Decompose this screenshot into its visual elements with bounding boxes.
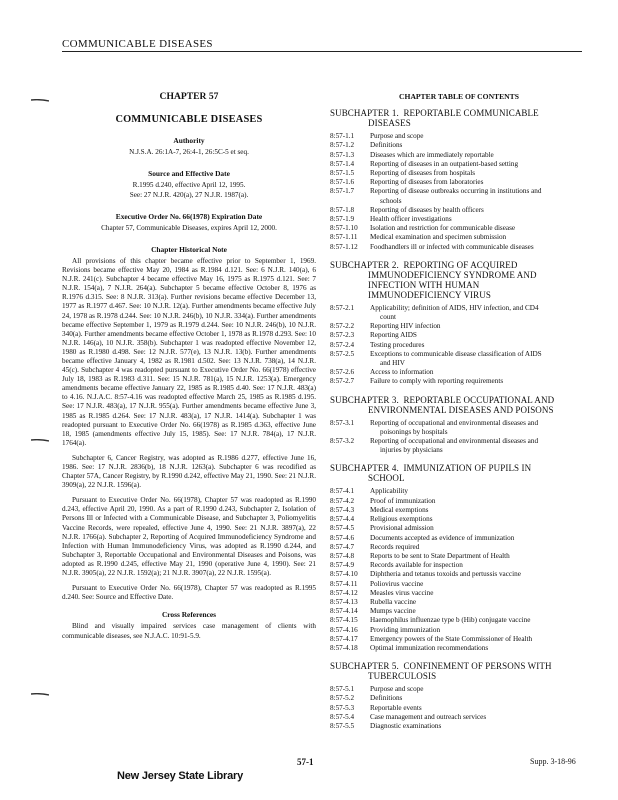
toc-entry — [330, 561, 588, 570]
source-text — [62, 181, 316, 199]
section-title-text: Reportable events — [370, 703, 422, 712]
executive-order-heading: Executive Order No. 66(1978) Expiration Date — [115, 211, 263, 221]
binder-mark-icon — [31, 99, 49, 102]
page-number: 57-1 — [297, 757, 314, 767]
section-title — [370, 685, 588, 694]
subchapter-title: REPORTABLE OCCUPATIONAL AND — [403, 394, 555, 405]
section-number: 8:57-1.4 — [330, 159, 355, 168]
subchapter-title-line: ENVIRONMENTAL DISEASES AND POISONS — [368, 404, 554, 415]
toc-entry — [330, 224, 588, 233]
subchapter-title-line: DISEASES — [368, 118, 411, 129]
section-number: 8:57-5.5 — [330, 721, 355, 730]
toc-entry — [330, 341, 588, 350]
header-rule — [62, 51, 582, 52]
section-number: 8:57-1.5 — [330, 169, 355, 178]
toc-entry — [330, 598, 588, 607]
section-title-text: Haemophilus influenzae type b (Hib) conjugate vaccine — [370, 616, 531, 625]
section-title — [370, 331, 588, 340]
subchapter-heading — [330, 260, 588, 300]
section-number: 8:57-4.13 — [330, 597, 358, 606]
section-title-text: Documents accepted as evidence of immunization — [370, 533, 515, 542]
section-title-text: Diagnostic examinations — [370, 721, 442, 730]
table-of-contents — [330, 92, 588, 739]
section-title — [370, 713, 588, 722]
section-list — [330, 304, 588, 387]
executive-order-text — [62, 224, 316, 233]
toc-entry — [330, 570, 588, 579]
section-number: 8:57-4.1 — [330, 487, 355, 496]
section-title — [370, 215, 588, 224]
section-number: 8:57-5.4 — [330, 712, 355, 721]
toc-entry — [330, 132, 588, 141]
toc-entry — [330, 580, 588, 589]
section-title-continuation: count — [380, 313, 396, 322]
toc-entry — [330, 543, 588, 552]
history-heading: Chapter Historical Note — [151, 244, 227, 254]
toc-entry — [330, 616, 588, 625]
section-number: 8:57-1.2 — [330, 141, 355, 150]
executive-order-line: Chapter 57, Communicable Diseases, expires April 12, 2000. — [101, 223, 277, 232]
toc-entry — [330, 704, 588, 713]
toc-entry — [330, 141, 588, 150]
section-list — [330, 419, 588, 456]
section-title — [370, 224, 588, 233]
section-title-text: Poliovirus vaccine — [370, 579, 424, 588]
section-title-text: Foodhandlers ill or infected with communicable diseases — [370, 242, 534, 251]
section-title-text: Definitions — [370, 694, 403, 703]
authority-citation: N.J.S.A. 26:1A-7, 26:4-1, 26:5C-5 et seq. — [129, 148, 249, 157]
toc-entry — [330, 694, 588, 703]
section-title-text: Emergency powers of the State Commissioner of Health — [370, 634, 533, 643]
section-number: 8:57-1.9 — [330, 215, 355, 224]
toc-entry — [330, 160, 588, 169]
subchapter-heading — [330, 463, 588, 483]
toc-entry — [330, 350, 588, 368]
toc-entry — [330, 215, 588, 224]
section-title — [370, 341, 588, 350]
section-number: 8:57-3.1 — [330, 418, 355, 427]
section-number: 8:57-2.6 — [330, 368, 355, 377]
section-number: 8:57-4.7 — [330, 542, 355, 551]
section-title-text: Purpose and scope — [370, 685, 424, 694]
section-title — [370, 206, 588, 215]
section-title — [370, 141, 588, 150]
section-title — [370, 169, 588, 178]
supplement-date: Supp. 3-18-96 — [530, 757, 576, 766]
section-title — [370, 722, 588, 731]
subchapter-title: REPORTING OF ACQUIRED — [403, 259, 518, 270]
toc-heading: CHAPTER TABLE OF CONTENTS — [399, 92, 519, 101]
section-title — [370, 644, 588, 653]
section-title-text: Reporting of diseases from laboratories — [370, 178, 484, 187]
section-number: 8:57-1.7 — [330, 187, 355, 196]
source-line: See: 27 N.J.R. 420(a), 27 N.J.R. 1987(a). — [129, 190, 249, 199]
source-line: R.1995 d.240, effective April 12, 1995. — [132, 181, 246, 190]
section-title-text: Applicability — [370, 487, 408, 496]
subchapter-label: SUBCHAPTER 2. — [330, 259, 399, 270]
section-number: 8:57-1.1 — [330, 132, 355, 141]
section-title-text: Reporting of diseases from hospitals — [370, 169, 476, 178]
section-title-text: Reporting of diseases in an outpatient-based setting — [370, 159, 519, 168]
section-title-continuation: injuries by physicians — [380, 446, 443, 455]
section-number: 8:57-2.5 — [330, 349, 355, 358]
subchapter-label: SUBCHAPTER 3. — [330, 394, 399, 405]
section-title — [370, 368, 588, 377]
section-title-text: Rubella vaccine — [370, 597, 417, 606]
section-title — [370, 524, 588, 533]
subchapter-title-line — [330, 260, 588, 270]
authority-heading: Authority — [173, 136, 205, 146]
toc-entry — [330, 178, 588, 187]
section-number: 8:57-4.15 — [330, 616, 358, 625]
toc-entry — [330, 187, 588, 205]
subchapter-label: SUBCHAPTER 5. — [330, 661, 399, 672]
subchapter-title-line: INFECTION WITH HUMAN — [368, 279, 480, 290]
section-title — [370, 243, 588, 252]
section-title — [370, 506, 588, 515]
section-number: 8:57-4.12 — [330, 588, 358, 597]
section-title — [370, 377, 588, 386]
subchapter-label: SUBCHAPTER 4. — [330, 463, 399, 474]
section-title-text: Definitions — [370, 141, 403, 150]
toc-entry — [330, 377, 588, 386]
section-number: 8:57-4.10 — [330, 570, 358, 579]
section-title-text: Health officer investigations — [370, 215, 452, 224]
toc-entry — [330, 685, 588, 694]
section-title-text: Reporting of disease outbreaks occurring in institutions and — [370, 187, 542, 196]
section-title — [370, 151, 588, 160]
subchapter-heading — [330, 108, 588, 128]
section-number: 8:57-1.11 — [330, 233, 358, 242]
section-title — [370, 187, 588, 205]
history-paragraph: All provisions of this chapter became effective prior to September 1, 1969. Revisions became effective May 20, 1984 as R.1984 d.121. See: 6 N.J.R. 140(a), 6 N.J.R. 241(c). Subchapter 4 became effective May 16, 1975 as R.1975 d.121. See: 7 N.J.R. 154(a), 7 N.J.R. 264(a). Subchapter 5 became effective October 8, 1976 as R.1976 d.315. See: 8 N.J.R. 313(a). Further revisions became effective December 13, 1977 as R.1977 d.467. See: 10 N.J.R. 12(a). Further amendments became effective July 24, 1978 as R.1978 d.244. See: 10 N.J.R. 246(b), 10 N.J.R. 334(a). Further amendments became effective September 1, 1979 as R.1979 d.244. See: 10 N.J.R. 246(b), 10 N.J.R. 340(a). Further amendments became effective October 1, 1978 as R.1978 d.293. See: 10 N.J.R. 146(a), 10 N.J.R. 358(b). Subchapter 1 was readopted effective November 12, 1980 as R.1980 d.498. See: 12 N.J.R. 577(e), 13 N.J.R. 13(b). Further amendments became effective January 4, 1982 as R.1981 d.502. See: 13 N.J.R. 738(a), 14 N.J.R. 45(c). Subchapter 4 was readopted pursuant to Executive Order No. 66(1978) effective July 18, 1983 as R.1983 d.311. See: 15 N.J.R. 781(a), 15 N.J.R. 1253(a). Emergency amendments became effective January 22, 1985 as R.1985 d.40. See: 17 N.J.R. 483(a) to 4.16. N.J.A.C. 8:57-4.16 was readopted effective March 25, 1985 as R.1985 d.195. See: 17 N.J.R. 483(a), 17 N.J.R. 955(a). Further amendments became effective June 3, 1985 as R.1985 d.264. See: 17 N.J.R. 483(a), 17 N.J.R. 1414(a). Subchapter 1 was readopted pursuant to Executive Order No. 66(1978) as R.1985 d.363, effective June 18, 1985 (amendments effective July 15, 1985). See: 17 N.J.R. 784(a), 17 N.J.R. 1764(a). — [62, 256, 316, 447]
left-column — [62, 92, 316, 647]
section-title-text: Measles virus vaccine — [370, 588, 434, 597]
library-stamp: New Jersey State Library — [117, 770, 244, 782]
section-number: 8:57-1.8 — [330, 205, 355, 214]
section-list — [330, 132, 588, 252]
chapter-title: COMMUNICABLE DISEASES — [115, 114, 263, 126]
section-title — [370, 419, 588, 437]
subchapter-title-line — [330, 661, 588, 671]
section-number: 8:57-5.2 — [330, 694, 355, 703]
subchapter-title-line — [330, 463, 588, 473]
section-title-text: Reporting AIDS — [370, 331, 417, 340]
section-title-continuation: and HIV — [380, 359, 405, 368]
subchapter-title-line — [330, 108, 588, 118]
section-title-text: Reporting HIV infection — [370, 322, 441, 331]
toc-entry — [330, 304, 588, 322]
section-title-text: Reporting of diseases by health officers — [370, 205, 484, 214]
subchapter-title-line: TUBERCULOSIS — [368, 671, 437, 682]
toc-entry — [330, 487, 588, 496]
section-number: 8:57-2.1 — [330, 303, 355, 312]
source-heading: Source and Effective Date — [148, 169, 230, 179]
toc-entry — [330, 524, 588, 533]
toc-entry — [330, 368, 588, 377]
section-title — [370, 233, 588, 242]
toc-entry — [330, 589, 588, 598]
section-title — [370, 534, 588, 543]
section-number: 8:57-4.17 — [330, 634, 358, 643]
toc-entry — [330, 644, 588, 653]
toc-entry — [330, 233, 588, 242]
section-number: 8:57-1.3 — [330, 150, 355, 159]
section-number: 8:57-4.18 — [330, 643, 358, 652]
toc-entry — [330, 497, 588, 506]
section-title-text: Isolation and restriction for communicable disease — [370, 224, 516, 233]
toc-entry — [330, 506, 588, 515]
section-title-text: Medical examination and specimen submission — [370, 233, 507, 242]
section-title — [370, 598, 588, 607]
section-title — [370, 704, 588, 713]
section-number: 8:57-2.4 — [330, 340, 355, 349]
section-title-text: Reports to be sent to State Department of Health — [370, 551, 510, 560]
toc-entry — [330, 635, 588, 644]
toc-entry — [330, 607, 588, 616]
section-title-text: Testing procedures — [370, 340, 425, 349]
history-paragraph: Pursuant to Executive Order No. 66(1978), Chapter 57 was readopted as R.1995 d.240. See: Source and Effective Date. — [62, 584, 316, 602]
section-title-text: Providing immunization — [370, 625, 441, 634]
binder-mark-icon — [31, 439, 49, 442]
section-number: 8:57-4.2 — [330, 496, 355, 505]
section-number: 8:57-1.6 — [330, 178, 355, 187]
section-title — [370, 322, 588, 331]
section-title — [370, 437, 588, 455]
section-title — [370, 304, 588, 322]
section-title — [370, 543, 588, 552]
toc-entry — [330, 331, 588, 340]
section-title-text: Reporting of occupational and environmental diseases and — [370, 418, 539, 427]
toc-entry — [330, 552, 588, 561]
section-title-text: Reporting of occupational and environmental diseases and — [370, 437, 539, 446]
section-list — [330, 685, 588, 731]
section-title-text: Diseases which are immediately reportable — [370, 150, 494, 159]
section-title — [370, 552, 588, 561]
section-number: 8:57-4.16 — [330, 625, 358, 634]
section-number: 8:57-1.12 — [330, 242, 358, 251]
section-title-text: Case management and outreach services — [370, 712, 487, 721]
section-title — [370, 616, 588, 625]
section-number: 8:57-3.2 — [330, 437, 355, 446]
section-title — [370, 607, 588, 616]
chapter-number: CHAPTER 57 — [159, 91, 219, 102]
toc-entry — [330, 322, 588, 331]
history-paragraph: Subchapter 6, Cancer Registry, was adopted as R.1986 d.277, effective June 16, 1986. See: 17 N.J.R. 2836(b), 18 N.J.R. 1263(a). Subchapter 6 was recodified as Chapter 57A, Cancer Registry, by R.1990 d.242, effective May 21, 1990. See: 21 N.J.R. 3909(a), 22 N.J.R. 1596(a). — [62, 453, 316, 490]
section-number: 8:57-4.11 — [330, 579, 358, 588]
section-number: 8:57-4.14 — [330, 607, 358, 616]
toc-body — [330, 108, 588, 731]
subchapter-title: IMMUNIZATION OF PUPILS IN — [403, 463, 532, 474]
toc-entry — [330, 206, 588, 215]
section-list — [330, 487, 588, 653]
section-title-text: Optimal immunization recommendations — [370, 643, 489, 652]
running-head: COMMUNICABLE DISEASES — [62, 38, 213, 50]
section-title — [370, 132, 588, 141]
section-number: 8:57-4.6 — [330, 533, 355, 542]
subchapter-label: SUBCHAPTER 1. — [330, 108, 399, 119]
history-paragraph: Pursuant to Executive Order No. 66(1978), Chapter 57 was readopted as R.1990 d.243, effective April 20, 1990. As a part of R.1990 d.243, Subchapter 2, Isolation of Persons Ill or Infected with a Communicable Disease, and Subchapter 3, Poliomyelitis Vaccine Records, were repealed, effective June 4, 1990. See: 21 N.J.R. 3897(a), 22 N.J.R. 1766(a). Subchapter 2, Reporting of Acquired Immunodeficiency Syndrome and Infection with Human Immunodeficiency Virus, was adopted as R.1990 d.244, and Subchapter 3, Reportable Occupational and Environmental Diseases and Poisons, was adopted as R.1990 d.245, effective May 21, 1990 (operative June 4, 1990). See: 21 N.J.R. 3905(a), 22 N.J.R. 1592(a); 21 N.J.R. 3907(a), 22 N.J.R. 1595(a). — [62, 496, 316, 578]
section-title-continuation: poisonings by hospitals — [380, 427, 448, 436]
section-title-text: Access to information — [370, 368, 434, 377]
subchapter-title-line: IMMUNODEFICIENCY SYNDROME AND — [368, 269, 537, 280]
section-title — [370, 487, 588, 496]
section-title — [370, 515, 588, 524]
section-number: 8:57-1.10 — [330, 224, 358, 233]
section-title-text: Purpose and scope — [370, 132, 424, 141]
section-title-text: Mumps vaccine — [370, 607, 416, 616]
section-title — [370, 497, 588, 506]
section-number: 8:57-2.7 — [330, 377, 355, 386]
subchapter-title: CONFINEMENT OF PERSONS WITH — [403, 661, 552, 672]
section-title-text: Applicability; definition of AIDS, HIV infection, and CD4 — [370, 303, 539, 312]
section-title-continuation: schools — [380, 196, 402, 205]
cross-references-heading: Cross References — [161, 610, 217, 620]
cross-references-text: Blind and visually impaired services case management of clients with communicable diseases, see N.J.A.C. 10:91-5.9. — [62, 622, 316, 640]
section-title-text: Provisional admission — [370, 524, 434, 533]
section-title — [370, 570, 588, 579]
section-title — [370, 561, 588, 570]
toc-entry — [330, 243, 588, 252]
toc-entry — [330, 437, 588, 455]
section-number: 8:57-4.8 — [330, 551, 355, 560]
section-title — [370, 160, 588, 169]
section-title-text: Diphtheria and tetanus toxoids and pertussis vaccine — [370, 570, 521, 579]
section-title — [370, 626, 588, 635]
toc-entry — [330, 151, 588, 160]
section-number: 8:57-2.2 — [330, 322, 355, 331]
section-title — [370, 589, 588, 598]
toc-entry — [330, 722, 588, 731]
section-title-text: Exceptions to communicable disease classification of AIDS — [370, 349, 542, 358]
section-number: 8:57-5.1 — [330, 685, 355, 694]
binder-mark-icon — [31, 693, 49, 696]
section-title — [370, 350, 588, 368]
section-number: 8:57-4.5 — [330, 524, 355, 533]
section-number: 8:57-5.3 — [330, 703, 355, 712]
toc-entry — [330, 713, 588, 722]
section-title — [370, 635, 588, 644]
section-number: 8:57-2.3 — [330, 331, 355, 340]
section-title-text: Records required — [370, 542, 420, 551]
section-title-text: Records available for inspection — [370, 561, 463, 570]
toc-entry — [330, 419, 588, 437]
subchapter-heading — [330, 661, 588, 681]
toc-entry — [330, 626, 588, 635]
authority-text — [62, 148, 316, 157]
toc-entry — [330, 515, 588, 524]
section-number: 8:57-4.4 — [330, 515, 355, 524]
subchapter-title-line — [330, 395, 588, 405]
section-title-text: Religious exemptions — [370, 515, 433, 524]
section-title — [370, 178, 588, 187]
section-number: 8:57-4.3 — [330, 505, 355, 514]
section-title — [370, 580, 588, 589]
subchapter-title: REPORTABLE COMMUNICABLE — [403, 108, 539, 119]
section-title-text: Medical exemptions — [370, 505, 429, 514]
section-title-text: Failure to comply with reporting requirements — [370, 377, 504, 386]
section-title-text: Proof of immunization — [370, 496, 436, 505]
toc-entry — [330, 534, 588, 543]
section-number: 8:57-4.9 — [330, 561, 355, 570]
toc-entry — [330, 169, 588, 178]
subchapter-title-line: SCHOOL — [368, 473, 405, 484]
subchapter-title-line: IMMUNODEFICIENCY VIRUS — [368, 289, 491, 300]
subchapter-heading — [330, 395, 588, 415]
section-title — [370, 694, 588, 703]
